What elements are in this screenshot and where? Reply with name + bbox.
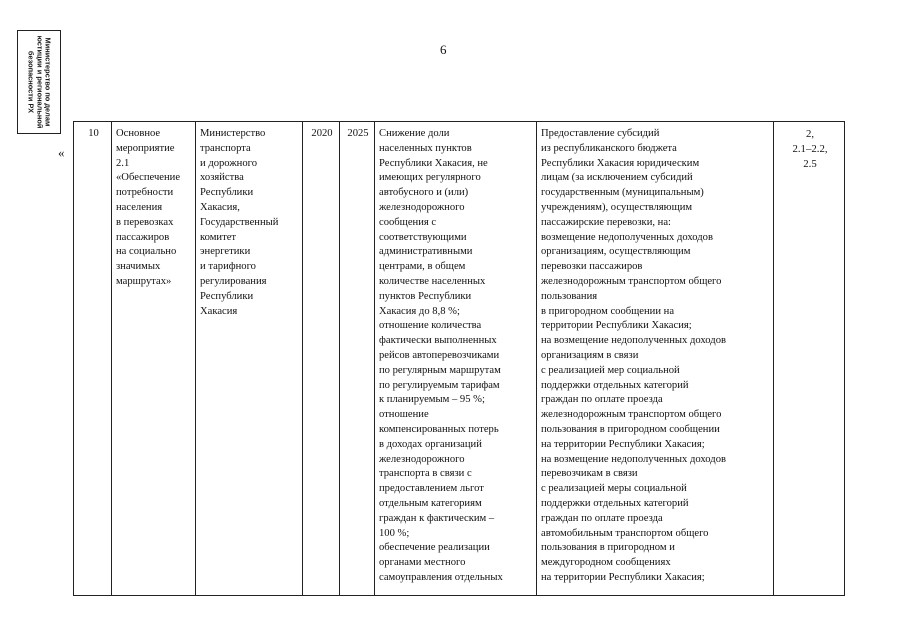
stamp-text: Министерство по делам юстиции и региональной безопасности РХ <box>26 35 53 129</box>
row-number-cell: 10 <box>74 122 112 596</box>
ministry-stamp <box>17 30 61 134</box>
end-year-cell: 2025 <box>340 122 375 596</box>
start-year-cell: 2020 <box>303 122 340 596</box>
activity-cell: Основное мероприятие 2.1 «Обеспечение потребности населения в перевозках пассажиров на социально значимых маршрутах» <box>112 122 196 596</box>
program-table <box>73 121 845 596</box>
opening-quote-mark: « <box>58 145 65 160</box>
page-number: 6 <box>440 42 447 57</box>
executor-cell: Министерство транспорта и дорожного хозяйства Республики Хакасия, Государственный комитет энергетики и тарифного регулирования Республики Хакасия <box>196 122 303 596</box>
expected-result-cell: Снижение доли населенных пунктов Республики Хакасия, не имеющих регулярного автобусного и (или) железнодорожного сообщения с соответствующими административными центрами, в общем количестве населенных пунктов Республики Хакасия до 8,8 %; отношение количества фактически выполненных рейсов автоперевозчиками по регулярным маршрутам по регулируемым тарифам к планируемым – 95 %; отношение компенсированных потерь в доходах организаций железнодорожного транспорта в связи с предоставлением льгот отдельным категориям граждан к фактическим – 100 %; обеспечение реализации органами местного самоуправления отдельных <box>375 122 537 596</box>
activity-content-cell: Предоставление субсидий из республиканского бюджета Республики Хакасия юридическим лицам (за исключением субсидий государственным (муниципальным) учреждениям), осуществляющим пассажирские перевозки, на: возмещение недополученных доходов организациям, осуществляющим перевозки пассажиров железнодорожным транспортом общего пользования в пригородном сообщении на территории Республики Хакасия; на возмещение недополученных доходов организациям в связи с реализацией мер социальной поддержки отдельных категорий граждан по оплате проезда железнодорожным транспортом общего пользования в пригородном сообщении на территории Республики Хакасия; на возмещение недополученных доходов перевозчикам в связи с реализацией меры социальной поддержки отдельных категорий граждан по оплате проезда автомобильным транспортом общего пользования в пригородном и междугородном сообщениях на территории Республики Хакасия; <box>537 122 774 596</box>
table-row <box>74 122 845 596</box>
indicator-link-cell: 2, 2.1–2.2, 2.5 <box>774 122 845 596</box>
